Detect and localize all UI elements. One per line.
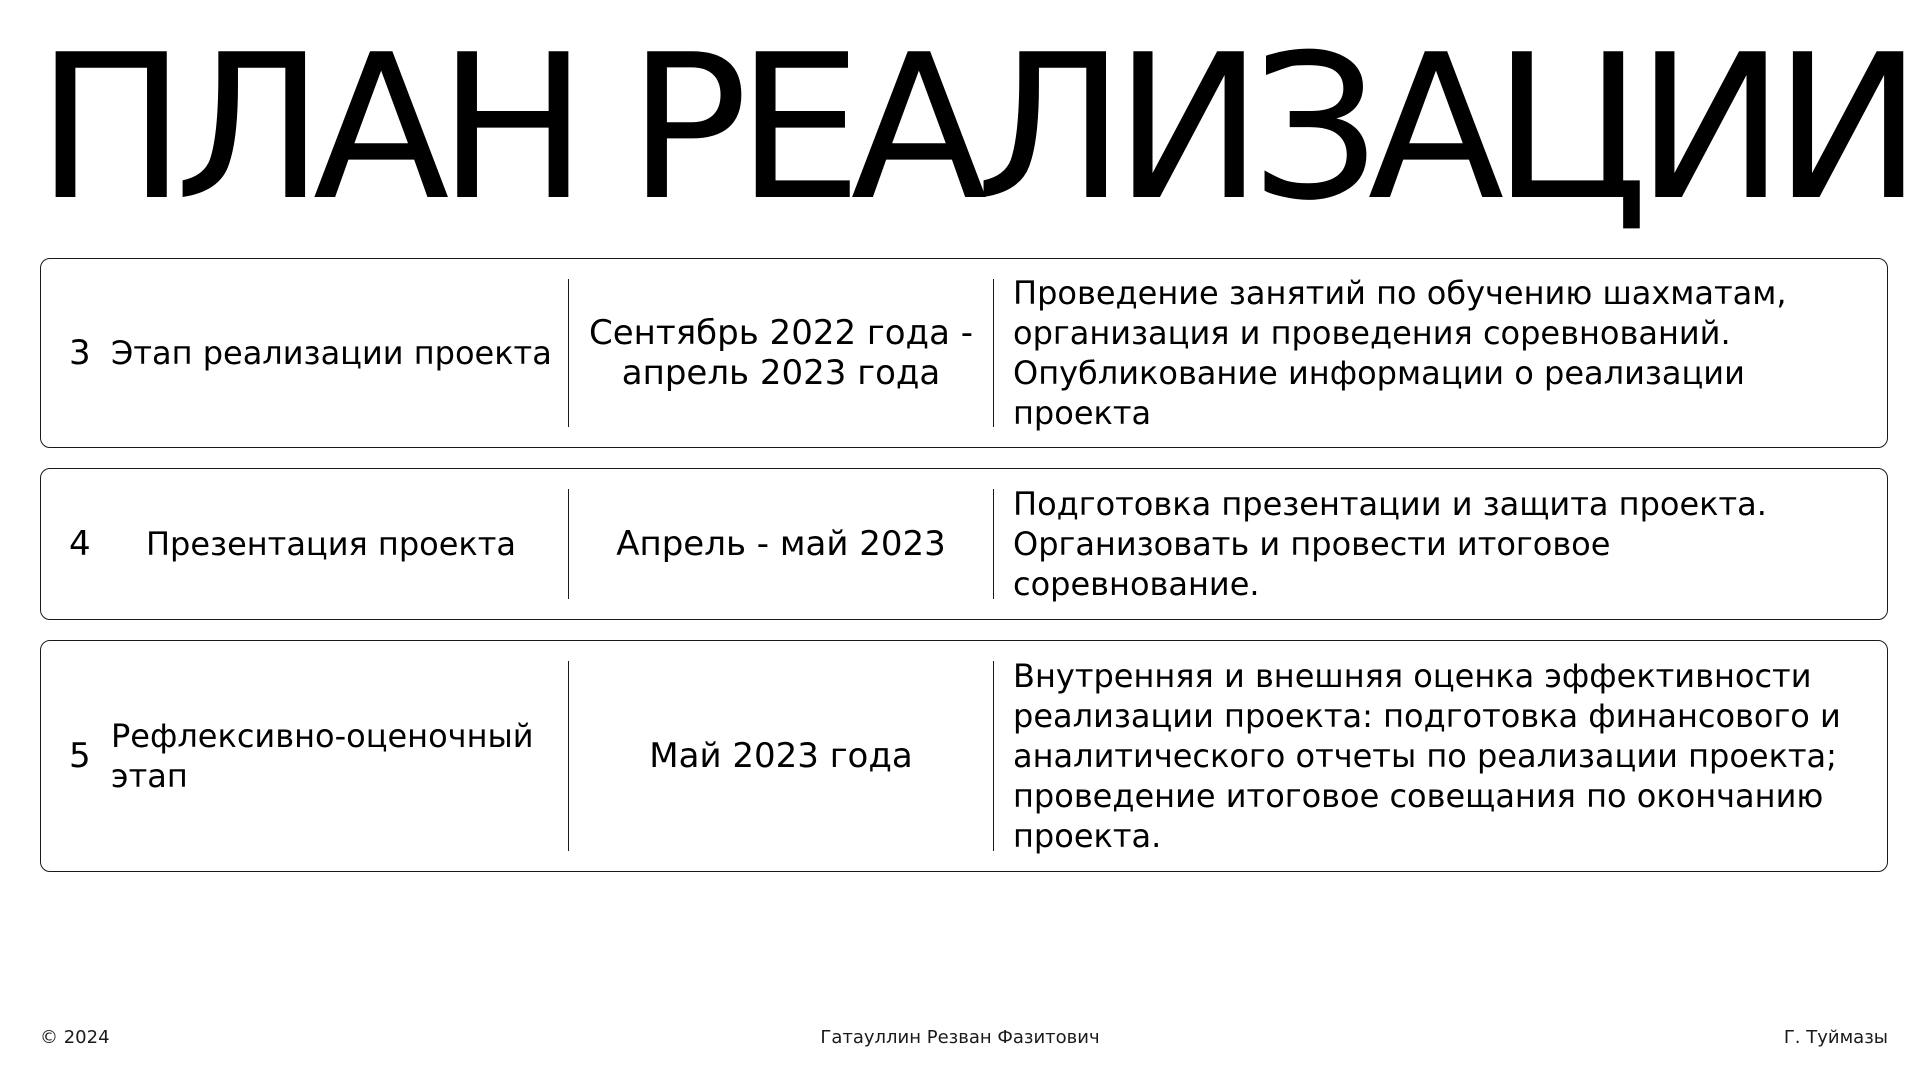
plan-row-4 xyxy=(40,468,1888,620)
row-stage: Рефлексивно-оценочный этап xyxy=(111,717,534,795)
footer-author: Гатауллин Резван Фазитович xyxy=(820,1027,1100,1048)
row-description: Подготовка презентации и защита проекта. Организовать и провести итоговое соревнование. xyxy=(1013,485,1767,603)
row-number: 3 xyxy=(69,333,91,373)
row-number: 5 xyxy=(69,736,91,776)
column-divider xyxy=(568,661,569,851)
plan-row-3 xyxy=(40,258,1888,448)
page-title: ПЛАН РЕАЛИЗАЦИИ xyxy=(36,12,1911,245)
footer-copyright: © 2024 xyxy=(40,1027,110,1048)
row-period: Май 2023 года xyxy=(649,736,913,776)
column-divider xyxy=(993,489,994,599)
row-stage: Презентация проекта xyxy=(145,525,516,563)
row-stage: Этап реализации проекта xyxy=(111,334,552,372)
plan-row-5 xyxy=(40,640,1888,872)
column-divider xyxy=(568,489,569,599)
row-number: 4 xyxy=(69,524,91,564)
footer-city: Г. Туймазы xyxy=(1783,1027,1888,1048)
row-description: Внутренняя и внешняя оценка эффективности реализации проекта: подготовка финансового и аналитического отчеты по реализации проекта; проведение итоговое совещания по окончанию проекта. xyxy=(1013,657,1841,855)
row-period: Апрель - май 2023 xyxy=(616,524,946,564)
row-period: Сентябрь 2022 года - апрель 2023 года xyxy=(589,313,973,393)
column-divider xyxy=(568,279,569,427)
column-divider xyxy=(993,661,994,851)
row-description: Проведение занятий по обучению шахматам, организация и проведения соревнований. Опубликование информации о реализации проекта xyxy=(1013,274,1787,432)
column-divider xyxy=(993,279,994,427)
